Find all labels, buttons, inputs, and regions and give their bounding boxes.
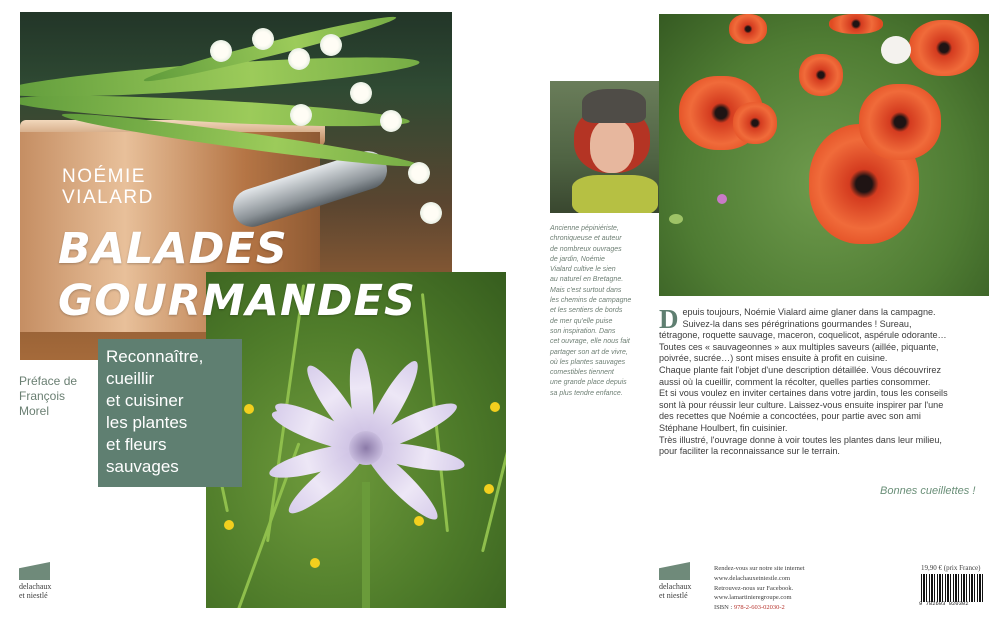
closing-line: Bonnes cueillettes ! — [880, 485, 976, 497]
poppies-photo — [659, 14, 989, 296]
buttercup — [490, 402, 500, 412]
poppy-flower — [859, 84, 941, 160]
poppy-flower — [729, 14, 767, 44]
publisher-logo-icon — [19, 562, 50, 580]
portrait-hat — [582, 89, 646, 123]
publisher-logo-front: delachaux et niestlé — [19, 562, 51, 600]
green-bud — [669, 214, 683, 224]
publisher-logo-back: delachaux et niestlé — [659, 562, 691, 600]
poppy-flower — [829, 14, 883, 34]
garlic-flower — [320, 34, 342, 56]
publisher-info: Rendez-vous sur notre site internet www.delachauxetniestle.com Retrouvez-nous sur Facebook. www.lamartinieregroupe.com ISBN : 978-2-603-02030-2 — [714, 565, 805, 612]
book-subtitle: Reconnaître, cueillir et cuisiner les plantes et fleurs sauvages — [106, 347, 204, 476]
preface-credit: Préface de François Morel — [19, 374, 78, 418]
author-portrait — [550, 81, 672, 213]
buttercup — [414, 516, 424, 526]
isbn-number: 978-2-603-02030-2 — [733, 604, 785, 612]
garlic-flower — [210, 40, 232, 62]
website-link[interactable]: www.delachauxetniestle.com — [714, 574, 791, 582]
grass-blade — [481, 338, 506, 552]
buttercup — [244, 404, 254, 414]
author-first-name: NOÉMIE — [62, 166, 146, 187]
garlic-flower — [420, 202, 442, 224]
garlic-flower — [350, 82, 372, 104]
book-title-line1: BALADES — [58, 224, 288, 274]
author-name — [62, 166, 154, 208]
author-bio: Ancienne pépiniériste, chroniqueuse et auteur de nombreux ouvrages de jardin, Noémie Vialard cultive le sien au naturel en Bretagne. Mais c'est surtout dans les chemins de campagne et les sentiers de bords de mer qu'elle puise son inspiration. Dans cet ouvrage, elle nous fait partager son art de vivre, où les plantes sauvages comestibles tiennent une grande place depuis sa plus tendre enfance. — [550, 225, 632, 397]
group-website-link[interactable]: www.lamartinieregroupe.com — [714, 594, 792, 602]
garlic-flower — [408, 162, 430, 184]
book-title-line2: GOURMANDES — [58, 276, 416, 326]
barcode — [921, 574, 985, 602]
garlic-flower — [380, 110, 402, 132]
back-cover-blurb: Depuis toujours, Noémie Vialard aime glaner dans la campagne. Suivez-la dans ses pérégrinations gourmandes ! Sureau, tétragone, roquette sauvage, maceron, coquelicot, aspérule odorante… Toutes ces « sauvageonnes » aux multiples saveurs (aillée, piquante, poivrée, sucrée…) sont mises ensuite à profit en cuisine. Chaque plante fait l'objet d'une description détaillée. Vous découvrirez aussi où la cueillir, comment la récolter, quelles parties consommer. Et si vous voulez en inviter certaines dans votre jardin, tous les conseils sont là pour réussir leur culture. Laissez-vous ensuite inspirer par l'une des recettes que Noémie a concoctées, pour partie avec son ami Stéphane Houlbert, fin cuisinier. Très illustré, l'ouvrage donne à voir toutes les plantes dans leur milieu, pour faciliter la reconnaissance sur le terrain. — [659, 304, 948, 457]
garlic-flower — [288, 48, 310, 70]
price-label: 19,90 € (prix France) — [921, 564, 981, 572]
buttercup — [224, 520, 234, 530]
drop-cap: D — [659, 304, 679, 334]
flower-stem — [362, 482, 370, 608]
barcode-number: 9 782603 020302 — [919, 600, 969, 607]
poppy-flower — [909, 20, 979, 76]
portrait-scarf — [572, 175, 658, 213]
buttercup — [484, 484, 494, 494]
poppy-flower — [799, 54, 843, 96]
buttercup — [310, 558, 320, 568]
garlic-flower — [290, 104, 312, 126]
author-last-name: VIALARD — [62, 187, 154, 208]
purple-bud — [717, 194, 727, 204]
white-flower — [881, 36, 911, 64]
poppy-flower — [733, 102, 777, 144]
portrait-face — [590, 119, 634, 173]
garlic-flower — [252, 28, 274, 50]
publisher-logo-icon — [659, 562, 690, 580]
